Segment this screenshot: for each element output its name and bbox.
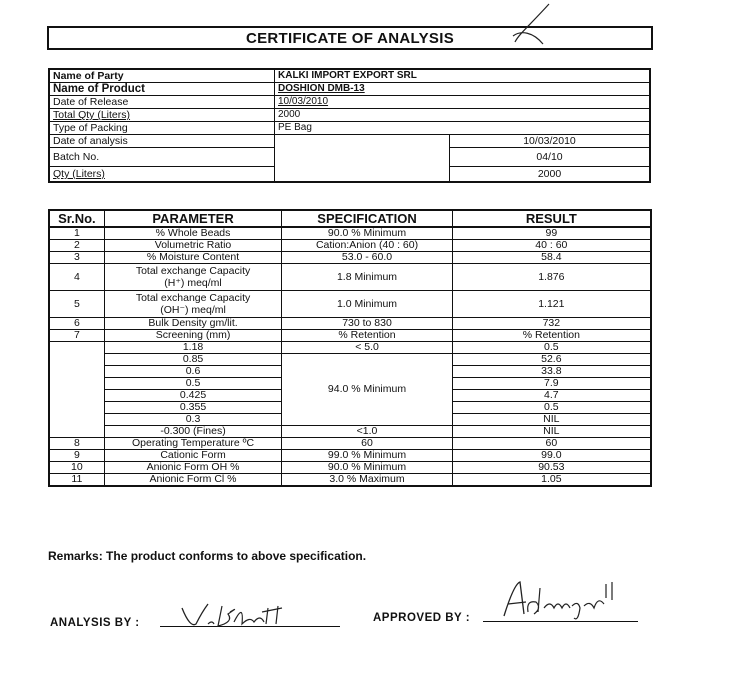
remarks-text: Remarks: The product conforms to above specification. <box>48 549 367 563</box>
batch-no-value: 04/10 <box>450 148 651 167</box>
header-result: RESULT <box>452 210 651 227</box>
screen-size-cell: -0.300 (Fines) <box>104 426 282 438</box>
sr-cell: 4 <box>49 264 104 291</box>
sr-cell: 7 <box>49 330 104 342</box>
specification-cell: 90.0 % Minimum <box>282 227 452 240</box>
product-label: Name of Product <box>49 83 275 96</box>
specification-cell: 53.0 - 60.0 <box>282 252 452 264</box>
table-row <box>49 227 651 240</box>
table-row <box>49 83 650 96</box>
specification-cell: <1.0 <box>282 426 452 438</box>
result-cell: 40 : 60 <box>452 240 651 252</box>
parameter-cell: Anionic Form Cl % <box>104 474 282 487</box>
result-cell: 4.7 <box>452 390 651 402</box>
result-cell: 732 <box>452 318 651 330</box>
parameter-line: (H⁺) meq/ml <box>164 277 222 289</box>
specification-cell: 60 <box>282 438 452 450</box>
table-row <box>49 438 651 450</box>
parameter-cell: Cationic Form <box>104 450 282 462</box>
result-cell: NIL <box>452 426 651 438</box>
specification-cell: < 5.0 <box>282 342 452 354</box>
qty-label: Qty (Liters) <box>49 167 275 183</box>
parameter-cell: Screening (mm) <box>104 330 282 342</box>
approved-signature <box>500 578 630 624</box>
screen-size-cell: 0.355 <box>104 402 282 414</box>
result-cell: 1.121 <box>452 291 651 318</box>
specification-cell: 1.0 Minimum <box>282 291 452 318</box>
specification-cell: % Retention <box>282 330 452 342</box>
specification-cell: 3.0 % Maximum <box>282 474 452 487</box>
release-date-value: 10/03/2010 <box>275 96 651 109</box>
result-cell: 90.53 <box>452 462 651 474</box>
parameter-cell: Anionic Form OH % <box>104 462 282 474</box>
table-row <box>49 135 650 148</box>
sr-cell: 9 <box>49 450 104 462</box>
parameter-cell: % Whole Beads <box>104 227 282 240</box>
sr-cell: 3 <box>49 252 104 264</box>
screen-size-cell: 0.5 <box>104 378 282 390</box>
total-qty-value: 2000 <box>275 109 651 122</box>
qty-value: 2000 <box>450 167 651 183</box>
parameter-cell <box>104 291 282 318</box>
table-row <box>49 252 651 264</box>
parameter-cell: % Moisture Content <box>104 252 282 264</box>
party-label: Name of Party <box>49 69 275 83</box>
result-cell: 58.4 <box>452 252 651 264</box>
parameter-line: Total exchange Capacity <box>135 292 251 304</box>
result-cell: 1.876 <box>452 264 651 291</box>
document-title: CERTIFICATE OF ANALYSIS <box>47 26 653 50</box>
result-cell: 7.9 <box>452 378 651 390</box>
header-sr-no: Sr.No. <box>49 210 104 227</box>
analysis-by-label: ANALYSIS BY : <box>50 617 140 629</box>
table-row <box>49 109 650 122</box>
packing-label: Type of Packing <box>49 122 275 135</box>
specification-cell: 730 to 830 <box>282 318 452 330</box>
screen-size-cell: 0.6 <box>104 366 282 378</box>
sr-cell: 2 <box>49 240 104 252</box>
sr-cell: 6 <box>49 318 104 330</box>
table-row <box>49 426 651 438</box>
sr-cell: 5 <box>49 291 104 318</box>
result-cell: 99.0 <box>452 450 651 462</box>
table-row <box>49 69 650 83</box>
analysis-signature <box>178 598 308 634</box>
analysis-date-label: Date of analysis <box>49 135 275 148</box>
table-row <box>49 354 651 366</box>
table-row <box>49 474 651 487</box>
screen-size-cell: 0.85 <box>104 354 282 366</box>
specification-cell: 94.0 % Minimum <box>282 354 452 426</box>
parameter-cell <box>104 264 282 291</box>
product-value: DOSHION DMB-13 <box>275 83 651 96</box>
specification-cell: 1.8 Minimum <box>282 264 452 291</box>
table-row <box>49 264 651 291</box>
result-cell: 33.8 <box>452 366 651 378</box>
handwritten-check-mark <box>505 2 555 50</box>
sr-cell: 10 <box>49 462 104 474</box>
parameter-cell: Volumetric Ratio <box>104 240 282 252</box>
table-row <box>49 122 650 135</box>
packing-value: PE Bag <box>275 122 651 135</box>
screen-size-cell: 0.3 <box>104 414 282 426</box>
table-row <box>49 462 651 474</box>
table-row <box>49 330 651 342</box>
party-info-table <box>48 68 651 183</box>
parameter-cell: Operating Temperature ºC <box>104 438 282 450</box>
header-parameter: PARAMETER <box>104 210 282 227</box>
table-row <box>49 342 651 354</box>
table-row <box>49 96 650 109</box>
sr-cell: 1 <box>49 227 104 240</box>
parameter-line: (OH⁻) meq/ml <box>160 304 226 316</box>
sr-cell: 11 <box>49 474 104 487</box>
table-header-row <box>49 210 651 227</box>
result-cell: 60 <box>452 438 651 450</box>
analysis-date-value: 10/03/2010 <box>450 135 651 148</box>
release-date-label: Date of Release <box>49 96 275 109</box>
approved-by-label: APPROVED BY : <box>373 612 471 624</box>
batch-no-label: Batch No. <box>49 148 275 167</box>
screen-size-cell: 0.425 <box>104 390 282 402</box>
result-cell: 99 <box>452 227 651 240</box>
specification-cell: 90.0 % Minimum <box>282 462 452 474</box>
result-cell: 0.5 <box>452 342 651 354</box>
table-row <box>49 450 651 462</box>
parameter-line: Total exchange Capacity <box>135 265 251 277</box>
result-cell: 1.05 <box>452 474 651 487</box>
result-cell: 52.6 <box>452 354 651 366</box>
party-value: KALKI IMPORT EXPORT SRL <box>275 69 651 83</box>
total-qty-label: Total Qty (Liters) <box>49 109 275 122</box>
result-cell: 0.5 <box>452 402 651 414</box>
result-cell: % Retention <box>452 330 651 342</box>
sr-cell: 8 <box>49 438 104 450</box>
table-row <box>49 291 651 318</box>
screen-size-cell: 1.18 <box>104 342 282 354</box>
parameter-cell: Bulk Density gm/lit. <box>104 318 282 330</box>
header-specification: SPECIFICATION <box>282 210 452 227</box>
specification-table <box>48 209 652 487</box>
result-cell: NIL <box>452 414 651 426</box>
specification-cell: Cation:Anion (40 : 60) <box>282 240 452 252</box>
specification-cell: 99.0 % Minimum <box>282 450 452 462</box>
table-row <box>49 240 651 252</box>
table-row <box>49 318 651 330</box>
